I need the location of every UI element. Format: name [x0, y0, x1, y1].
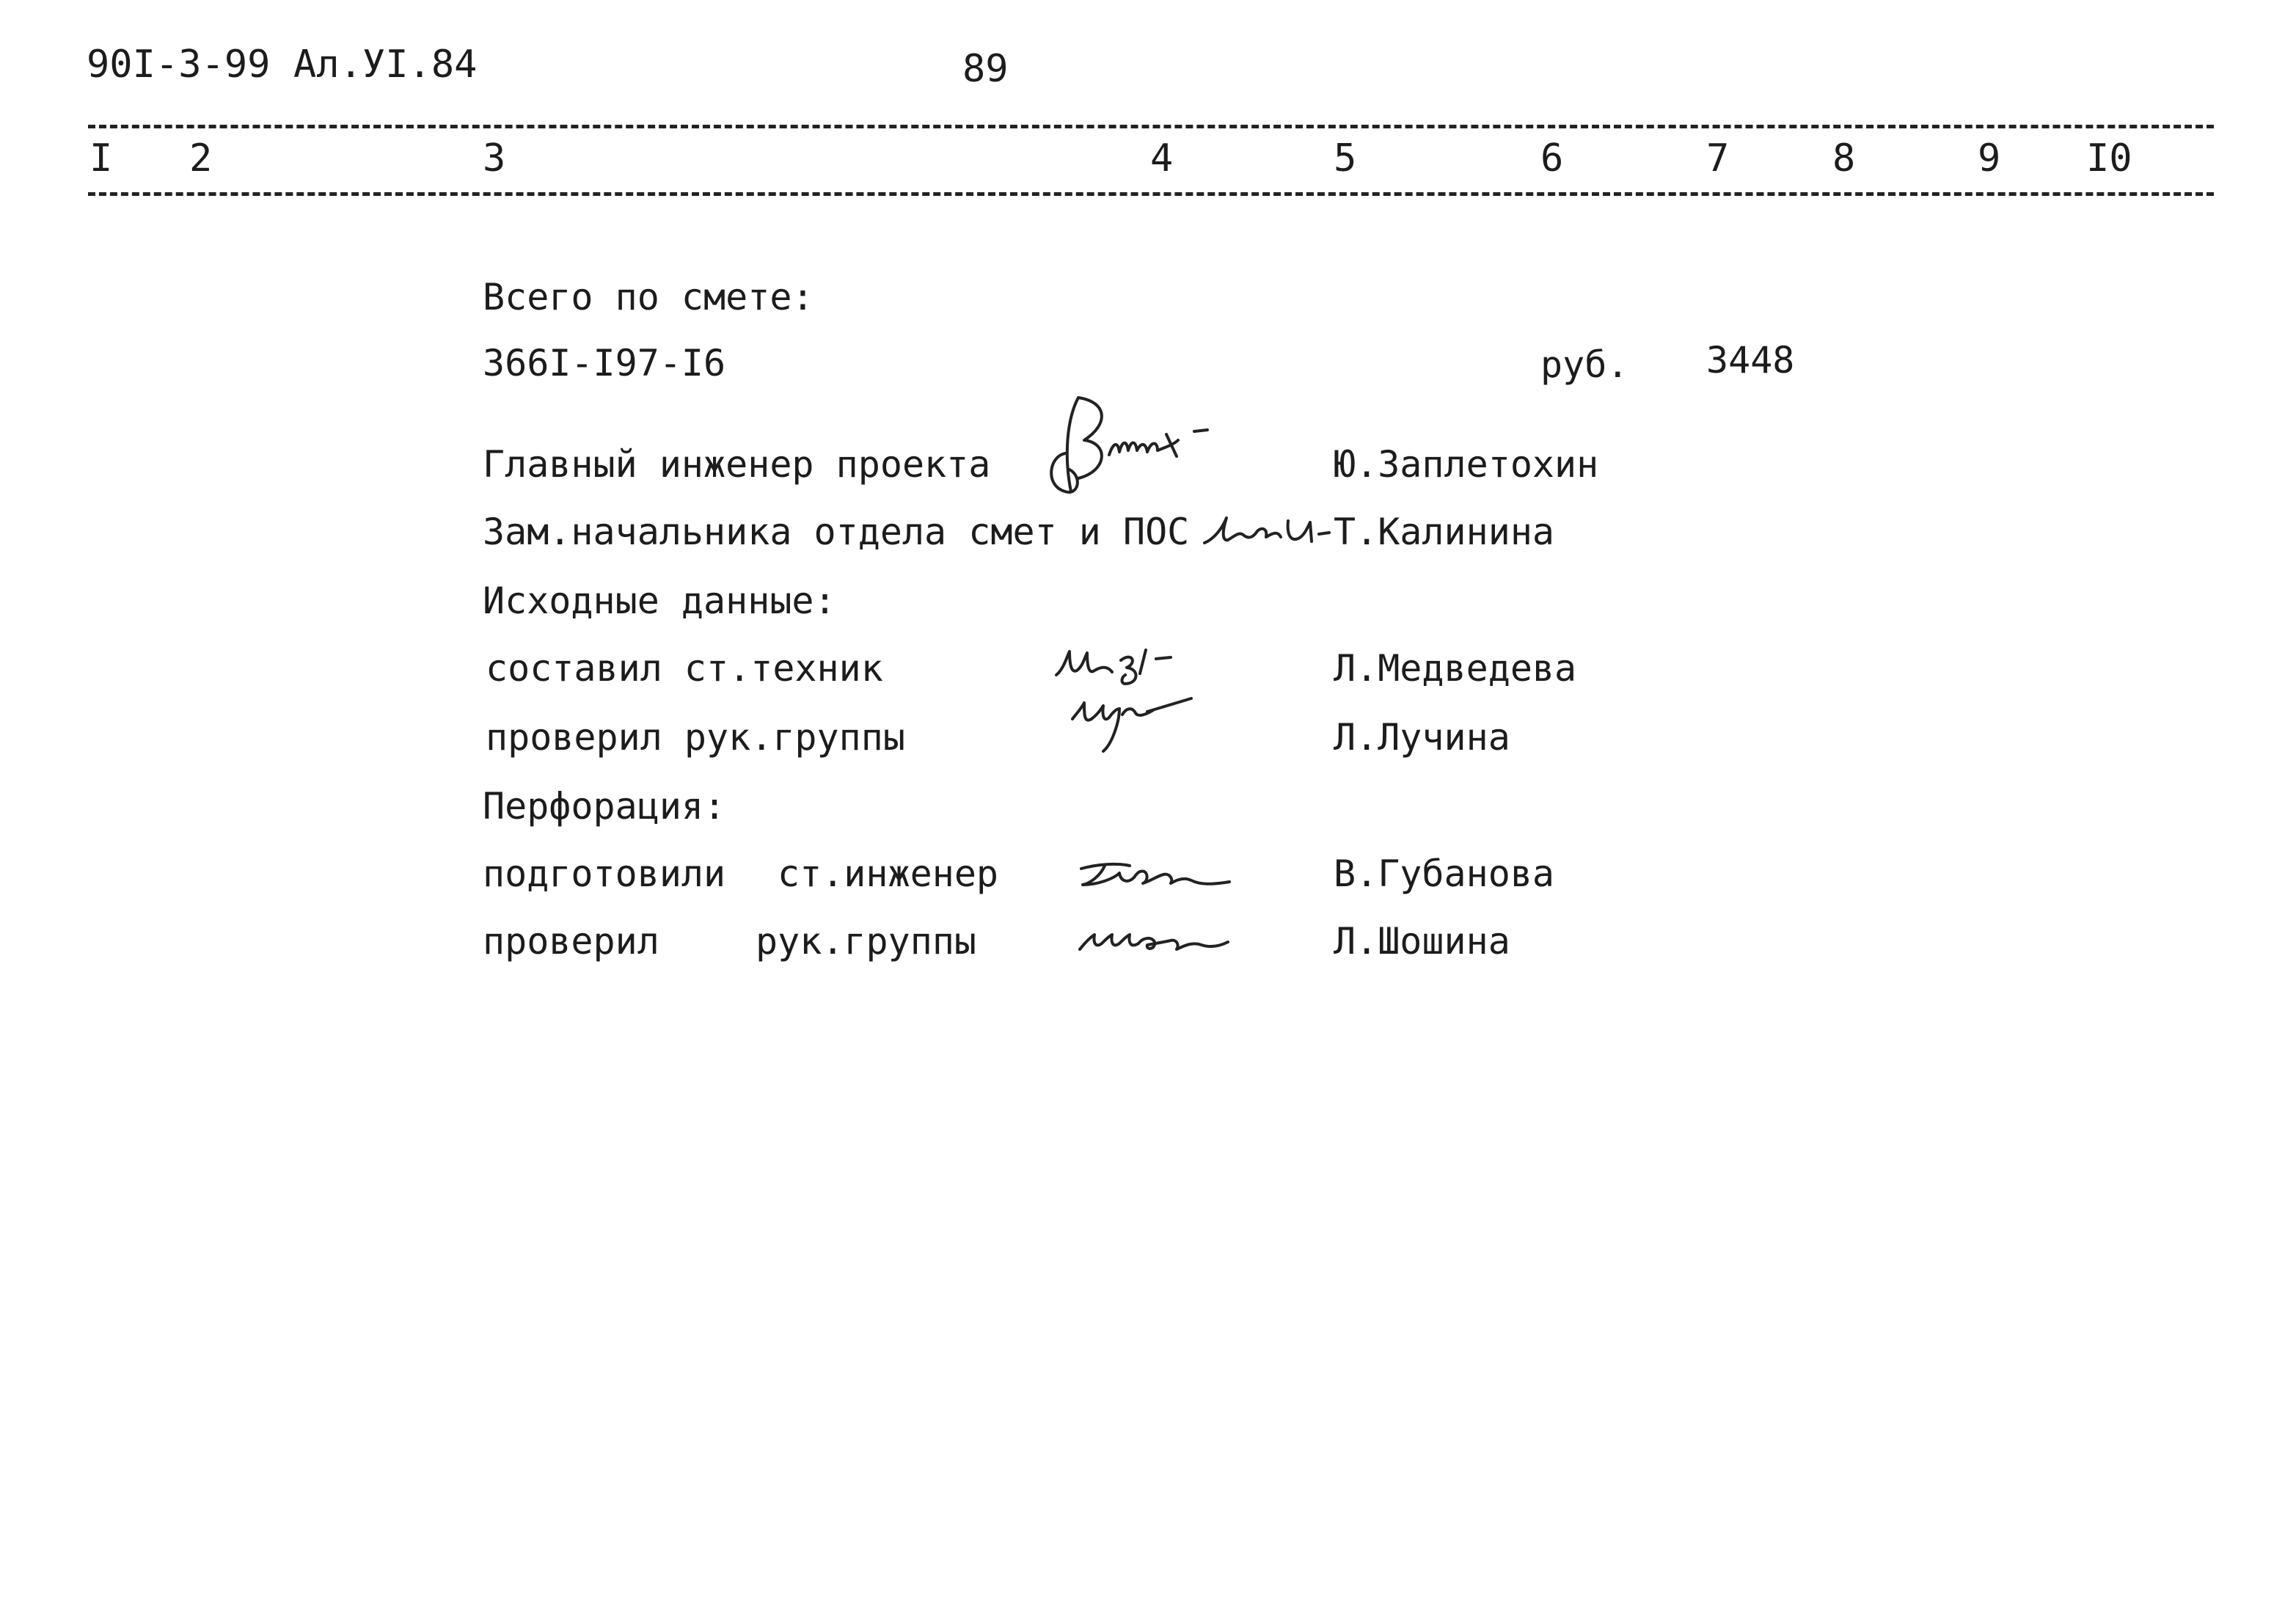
- signature-checked: [1067, 693, 1221, 759]
- signature-prepared: [1075, 854, 1251, 898]
- perforation-heading: Перфорация:: [483, 785, 726, 828]
- page-number: 89: [962, 47, 1009, 91]
- document-code: 90I-3-99: [87, 43, 271, 87]
- perforation-action-checked: проверил: [483, 920, 659, 963]
- currency-label: руб.: [1540, 343, 1629, 386]
- signature-deputy-head: [1200, 506, 1339, 558]
- perforation-position-prepared: ст.инженер: [778, 852, 999, 895]
- source-data-heading: Исходные данные:: [483, 580, 836, 622]
- album-number: Ал.УI.84: [293, 43, 478, 87]
- signature-checked-perforation: [1075, 920, 1259, 964]
- signature-role-chief-engineer: Главный инженер проекта: [483, 443, 991, 486]
- column-number-1: I: [89, 136, 113, 180]
- signature-role-deputy-head: Зам.начальника отдела смет и ПОС: [483, 511, 1190, 553]
- source-data-name-compiled: Л.Медведева: [1334, 647, 1577, 690]
- column-number-2: 2: [189, 136, 213, 180]
- signature-chief-engineer: [1027, 389, 1262, 506]
- column-number-4: 4: [1150, 136, 1174, 180]
- source-data-role-compiled: составил ст.техник: [486, 647, 883, 690]
- perforation-name-checked: Л.Шошина: [1334, 920, 1510, 963]
- signature-name-deputy-head: Т.Калинина: [1334, 511, 1555, 553]
- estimate-number: 366I-I97-I6: [483, 342, 726, 384]
- signature-compiled: [1049, 638, 1196, 690]
- estimate-total-label: Всего по смете:: [483, 276, 814, 318]
- perforation-name-prepared: В.Губанова: [1334, 852, 1555, 895]
- perforation-position-checked: рук.группы: [756, 920, 977, 963]
- column-number-10: I0: [2086, 136, 2132, 180]
- perforation-action-prepared: подготовили: [483, 852, 726, 895]
- column-number-9: 9: [1978, 136, 2001, 180]
- signature-name-chief-engineer: Ю.Заплетохин: [1334, 443, 1599, 486]
- estimate-amount: 3448: [1706, 339, 1795, 381]
- source-data-name-checked: Л.Лучина: [1334, 716, 1510, 759]
- column-number-8: 8: [1832, 136, 1856, 180]
- column-number-6: 6: [1540, 136, 1564, 180]
- column-number-3: 3: [483, 136, 506, 180]
- source-data-role-checked: проверил рук.группы: [486, 716, 905, 759]
- column-number-7: 7: [1706, 136, 1730, 180]
- column-number-5: 5: [1334, 136, 1357, 180]
- bottom-rule: [88, 192, 2214, 196]
- top-rule: [88, 125, 2214, 128]
